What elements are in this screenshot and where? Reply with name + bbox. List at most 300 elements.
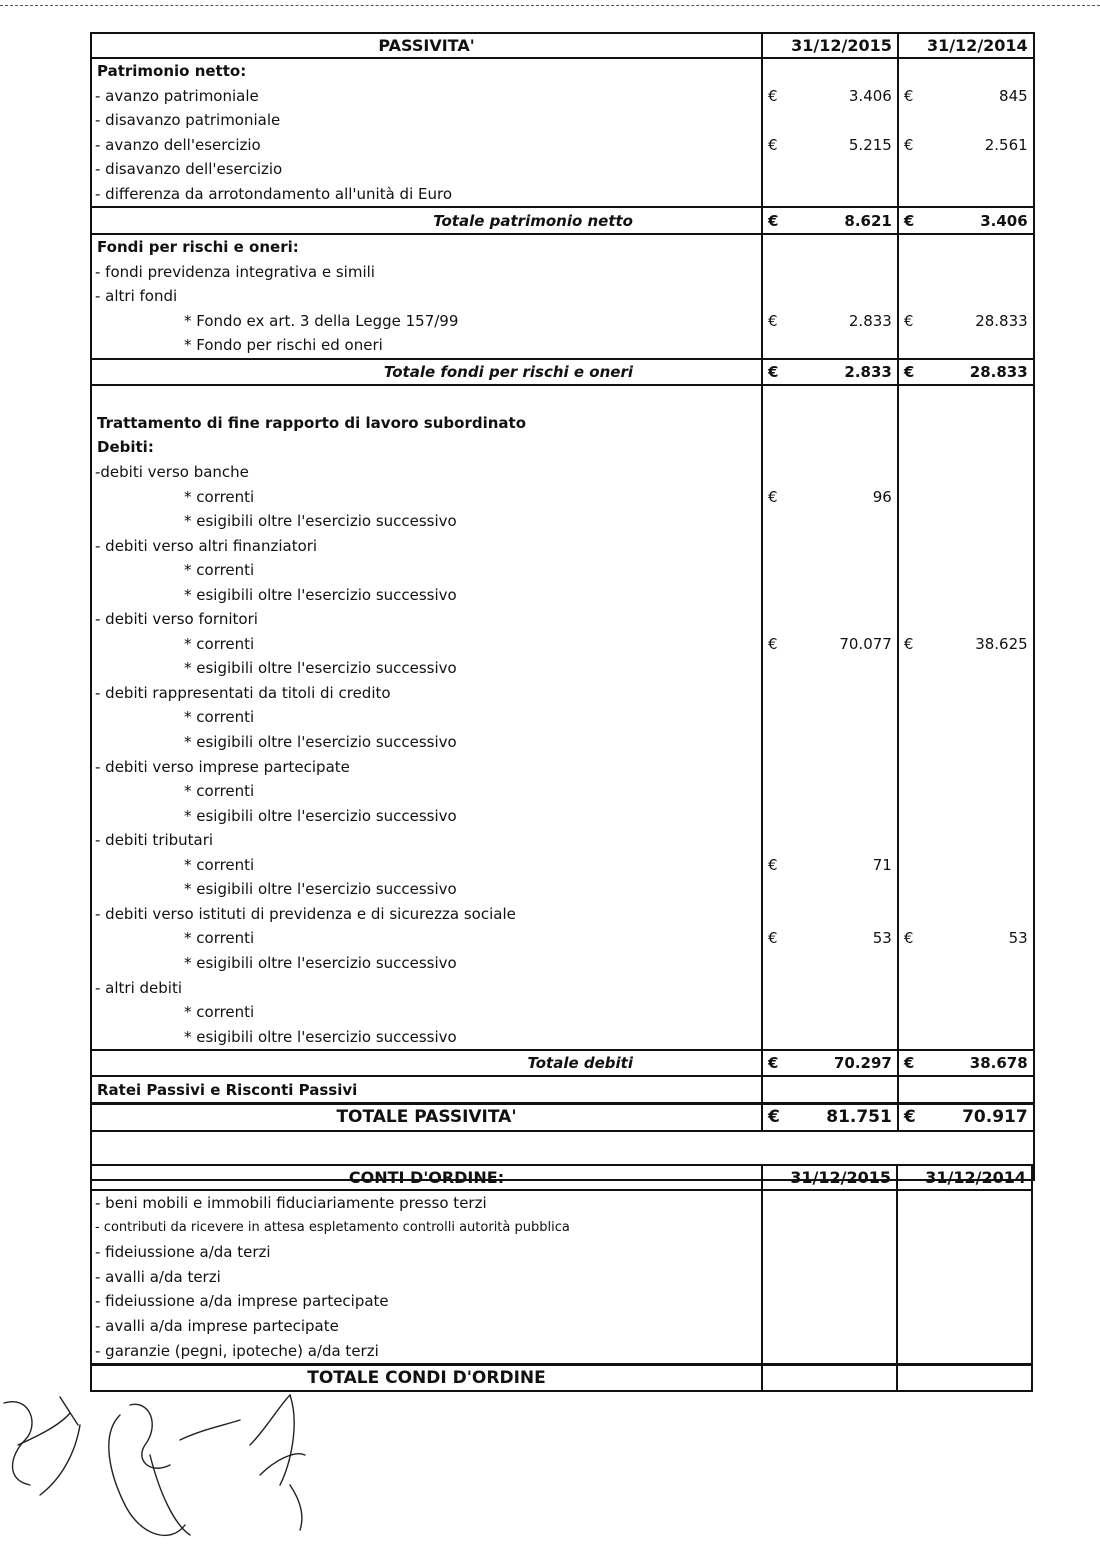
- euro-sign-2014: [898, 779, 921, 804]
- euro-sign-2014: [898, 853, 921, 878]
- row-label: -debiti verso banche: [91, 460, 762, 485]
- row-esigibili-oltre-l-esercizio-successivo: [91, 509, 1034, 534]
- euro-sign-2015: [762, 1314, 784, 1339]
- row-debiti-verso-fornitori: [91, 607, 1034, 632]
- value-2015: 96: [785, 484, 898, 509]
- row-label: - fideiussione a/da terzi: [91, 1240, 762, 1265]
- row-label: - avanzo patrimoniale: [91, 84, 762, 109]
- row-label: * esigibili oltre l'esercizio successivo: [91, 951, 762, 976]
- euro-sign-2014: [898, 656, 921, 681]
- value-2015: [785, 435, 898, 460]
- row-correnti: [91, 705, 1034, 730]
- euro-sign-2014: €: [898, 926, 921, 951]
- row-ratei-passivi-e-risconti-passivi: [91, 1076, 1034, 1103]
- value-2015: [784, 1338, 897, 1364]
- euro-sign-2015: €: [762, 484, 785, 509]
- row-label: Totale patrimonio netto: [91, 207, 762, 234]
- row-garanzie-pegni-ipoteche-a-da-terzi: [91, 1338, 1032, 1364]
- euro-sign-2014: [897, 1289, 919, 1314]
- euro-sign-2015: [762, 803, 785, 828]
- row-label: - fondi previdenza integrativa e simili: [91, 259, 762, 284]
- euro-sign-2015: [762, 182, 785, 208]
- row-label: TOTALE PASSIVITA': [91, 1103, 762, 1130]
- row-fondi-previdenza-integrativa-e-simili: [91, 259, 1034, 284]
- euro-sign-2014: €: [898, 359, 921, 386]
- value-2014: 2.561: [921, 133, 1034, 158]
- euro-sign-2014: [897, 1265, 919, 1290]
- euro-sign-2014: [898, 877, 921, 902]
- euro-sign-2014: [898, 705, 921, 730]
- euro-sign-2015: [762, 1338, 784, 1364]
- value-2015: 71: [785, 853, 898, 878]
- euro-sign-2015: €: [762, 1050, 785, 1077]
- row-correnti: [91, 484, 1034, 509]
- euro-sign-2015: [762, 779, 785, 804]
- value-2014: [921, 705, 1034, 730]
- value-2014: [921, 877, 1034, 902]
- value-2014: [921, 108, 1034, 133]
- value-2014: [921, 333, 1034, 359]
- row-label: * esigibili oltre l'esercizio successivo: [91, 1024, 762, 1050]
- euro-sign-2014: [898, 828, 921, 853]
- value-2015: [784, 1216, 897, 1241]
- value-2014: [921, 460, 1034, 485]
- euro-sign-2014: €: [898, 1050, 921, 1077]
- euro-sign-2014: [898, 1024, 921, 1050]
- euro-sign-2015: [762, 533, 785, 558]
- value-2015: [784, 1314, 897, 1339]
- euro-sign-2014: €: [898, 84, 921, 109]
- row-altri-fondi: [91, 284, 1034, 309]
- euro-sign-2014: [898, 435, 921, 460]
- scan-top-border: [0, 5, 1100, 6]
- euro-sign-2015: [762, 1216, 784, 1241]
- euro-sign-2015: [762, 705, 785, 730]
- value-2014: [921, 582, 1034, 607]
- euro-sign-2015: €: [762, 853, 785, 878]
- header-title: PASSIVITA': [91, 33, 762, 58]
- euro-sign-2014: [898, 1076, 921, 1103]
- value-2014: [921, 182, 1034, 208]
- euro-sign-2014: [898, 754, 921, 779]
- value-2015: [785, 333, 898, 359]
- row-disavanzo-patrimoniale: [91, 108, 1034, 133]
- value-2015: [785, 58, 898, 84]
- value-2014: [921, 828, 1034, 853]
- euro-sign-2014: €: [898, 308, 921, 333]
- value-2015: [785, 533, 898, 558]
- row-totale-fondi-per-rischi-e-oneri: [91, 359, 1034, 386]
- euro-sign-2015: [762, 1000, 785, 1025]
- row-debiti-rappresentati-da-titoli-di-credit: [91, 681, 1034, 706]
- value-2014: [921, 385, 1034, 411]
- row-label: * Fondo per rischi ed oneri: [91, 333, 762, 359]
- euro-sign-2015: [762, 902, 785, 927]
- euro-sign-2015: [762, 681, 785, 706]
- header-date-2014: 31/12/2014: [898, 33, 1034, 58]
- row-label: * correnti: [91, 632, 762, 657]
- euro-sign-2015: [762, 1240, 784, 1265]
- value-2015: [784, 1240, 897, 1265]
- euro-sign-2014: [898, 607, 921, 632]
- euro-sign-2015: €: [762, 133, 785, 158]
- row-label: - debiti tributari: [91, 828, 762, 853]
- euro-sign-2015: [762, 284, 785, 309]
- row-label: - differenza da arrotondamento all'unità di Euro: [91, 182, 762, 208]
- row-label: TOTALE CONDI D'ORDINE: [91, 1364, 762, 1391]
- row-label: - debiti verso imprese partecipate: [91, 754, 762, 779]
- euro-sign-2014: [898, 234, 921, 260]
- value-2014: [921, 435, 1034, 460]
- euro-sign-2014: [898, 157, 921, 182]
- row-label: - garanzie (pegni, ipoteche) a/da terzi: [91, 1338, 762, 1364]
- euro-sign-2014: [898, 730, 921, 755]
- euro-sign-2015: €: [762, 207, 785, 234]
- euro-sign-2015: [762, 509, 785, 534]
- row-disavanzo-dell-esercizio: [91, 157, 1034, 182]
- euro-sign-2014: [898, 259, 921, 284]
- euro-sign-2015: [762, 754, 785, 779]
- euro-sign-2015: [762, 1076, 785, 1103]
- row-debiti-verso-banche: [91, 460, 1034, 485]
- value-2015: [785, 385, 898, 411]
- euro-sign-2015: €: [762, 84, 785, 109]
- euro-sign-2015: [762, 385, 785, 411]
- row-esigibili-oltre-l-esercizio-successivo: [91, 951, 1034, 976]
- value-2015: [785, 411, 898, 436]
- value-2015: [785, 730, 898, 755]
- value-2014: [919, 1364, 1032, 1391]
- euro-sign-2015: [762, 828, 785, 853]
- euro-sign-2014: [898, 582, 921, 607]
- value-2015: [785, 607, 898, 632]
- row-avanzo-patrimoniale: [91, 84, 1034, 109]
- value-2014: 28.833: [921, 359, 1034, 386]
- value-2014: [921, 853, 1034, 878]
- euro-sign-2014: [898, 333, 921, 359]
- euro-sign-2014: [898, 460, 921, 485]
- value-2015: [785, 182, 898, 208]
- row-correnti: [91, 632, 1034, 657]
- value-2014: [919, 1289, 1032, 1314]
- value-2015: [785, 754, 898, 779]
- value-2014: [921, 533, 1034, 558]
- row-label: - contributi da ricevere in attesa espletamento controlli autorità pubblica: [91, 1216, 762, 1241]
- value-2014: 28.833: [921, 308, 1034, 333]
- value-2015: [784, 1364, 897, 1391]
- value-2015: 70.297: [785, 1050, 898, 1077]
- row-label: * esigibili oltre l'esercizio successivo: [91, 509, 762, 534]
- value-2015: 70.077: [785, 632, 898, 657]
- value-2015: 53: [785, 926, 898, 951]
- row-label: - debiti verso istituti di previdenza e di sicurezza sociale: [91, 902, 762, 927]
- row-totale-debiti: [91, 1050, 1034, 1077]
- row-esigibili-oltre-l-esercizio-successivo: [91, 1024, 1034, 1050]
- value-2014: [921, 1076, 1034, 1103]
- euro-sign-2014: [898, 284, 921, 309]
- value-2014: [921, 803, 1034, 828]
- value-2014: [919, 1216, 1032, 1241]
- euro-sign-2015: €: [762, 632, 785, 657]
- value-2015: [785, 234, 898, 260]
- row-fondo-per-rischi-ed-oneri: [91, 333, 1034, 359]
- euro-sign-2015: [762, 1024, 785, 1050]
- value-2015: [785, 828, 898, 853]
- row-label: - avanzo dell'esercizio: [91, 133, 762, 158]
- value-2014: [921, 730, 1034, 755]
- row-esigibili-oltre-l-esercizio-successivo: [91, 656, 1034, 681]
- row-correnti: [91, 558, 1034, 583]
- value-2015: [784, 1265, 897, 1290]
- row-debiti: [91, 435, 1034, 460]
- passivita-table: [90, 32, 1035, 1181]
- row-label: Totale fondi per rischi e oneri: [91, 359, 762, 386]
- euro-sign-2015: €: [762, 359, 785, 386]
- value-2014: [919, 1265, 1032, 1290]
- euro-sign-2015: [762, 259, 785, 284]
- euro-sign-2015: [762, 877, 785, 902]
- row-label: * esigibili oltre l'esercizio successivo: [91, 877, 762, 902]
- row-label: * esigibili oltre l'esercizio successivo: [91, 656, 762, 681]
- row-label: - debiti verso fornitori: [91, 607, 762, 632]
- row-label: - altri fondi: [91, 284, 762, 309]
- value-2015: 5.215: [785, 133, 898, 158]
- value-2015: [785, 259, 898, 284]
- value-2014: 38.678: [921, 1050, 1034, 1077]
- euro-sign-2015: €: [762, 1103, 785, 1130]
- euro-sign-2015: [762, 108, 785, 133]
- value-2015: [785, 1024, 898, 1050]
- euro-sign-2015: [762, 460, 785, 485]
- row-label: - disavanzo dell'esercizio: [91, 157, 762, 182]
- row-label: Totale debiti: [91, 1050, 762, 1077]
- value-2014: [921, 157, 1034, 182]
- value-2014: 3.406: [921, 207, 1034, 234]
- euro-sign-2015: [762, 558, 785, 583]
- row-label: * correnti: [91, 853, 762, 878]
- value-2015: [785, 877, 898, 902]
- row-label: * correnti: [91, 484, 762, 509]
- row-label: * Fondo ex art. 3 della Legge 157/99: [91, 308, 762, 333]
- euro-sign-2014: [898, 558, 921, 583]
- value-2014: [921, 951, 1034, 976]
- euro-sign-2014: [897, 1216, 919, 1241]
- row-contributi-da-ricevere-in-attesa-espleta: [91, 1216, 1032, 1241]
- euro-sign-2014: [898, 1000, 921, 1025]
- row-correnti: [91, 779, 1034, 804]
- euro-sign-2014: [897, 1364, 919, 1391]
- value-2014: [921, 754, 1034, 779]
- euro-sign-2014: [898, 385, 921, 411]
- row-altri-debiti: [91, 975, 1034, 1000]
- value-2014: 70.917: [921, 1103, 1034, 1130]
- euro-sign-2014: [897, 1314, 919, 1339]
- row-label: Ratei Passivi e Risconti Passivi: [91, 1076, 762, 1103]
- row-avalli-a-da-imprese-partecipate: [91, 1314, 1032, 1339]
- euro-sign-2014: [898, 182, 921, 208]
- euro-sign-2014: €: [898, 207, 921, 234]
- handwritten-signatures: [0, 1385, 330, 1555]
- value-2015: [785, 460, 898, 485]
- row-esigibili-oltre-l-esercizio-successivo: [91, 582, 1034, 607]
- row-label: * correnti: [91, 1000, 762, 1025]
- euro-sign-2014: [898, 484, 921, 509]
- euro-sign-2015: €: [762, 308, 785, 333]
- value-2014: 845: [921, 84, 1034, 109]
- header-date-2014: 31/12/2014: [897, 1165, 1032, 1190]
- value-2014: [921, 484, 1034, 509]
- euro-sign-2015: [762, 582, 785, 607]
- value-2015: 2.833: [785, 359, 898, 386]
- euro-sign-2014: [898, 975, 921, 1000]
- value-2015: 3.406: [785, 84, 898, 109]
- value-2014: [921, 779, 1034, 804]
- row-label: - altri debiti: [91, 975, 762, 1000]
- value-2015: [785, 779, 898, 804]
- row-correnti: [91, 853, 1034, 878]
- row-label: * correnti: [91, 705, 762, 730]
- row-avanzo-dell-esercizio: [91, 133, 1034, 158]
- value-2014: [921, 1024, 1034, 1050]
- euro-sign-2014: [898, 533, 921, 558]
- row-label: - avalli a/da terzi: [91, 1265, 762, 1290]
- euro-sign-2014: [898, 58, 921, 84]
- row-label: - avalli a/da imprese partecipate: [91, 1314, 762, 1339]
- row-debiti-verso-altri-finanziatori: [91, 533, 1034, 558]
- row-debiti-verso-imprese-partecipate: [91, 754, 1034, 779]
- value-2015: [784, 1289, 897, 1314]
- value-2015: [785, 803, 898, 828]
- row-debiti-verso-istituti-di-previdenza-e-di: [91, 902, 1034, 927]
- value-2014: [921, 509, 1034, 534]
- row-esigibili-oltre-l-esercizio-successivo: [91, 877, 1034, 902]
- value-2014: [921, 681, 1034, 706]
- row-label: - debiti verso altri finanziatori: [91, 533, 762, 558]
- value-2015: [785, 951, 898, 976]
- euro-sign-2014: €: [898, 133, 921, 158]
- value-2014: [921, 1000, 1034, 1025]
- value-2014: [921, 607, 1034, 632]
- euro-sign-2014: [898, 681, 921, 706]
- row-label: * correnti: [91, 779, 762, 804]
- euro-sign-2015: [762, 411, 785, 436]
- row-debiti-tributari: [91, 828, 1034, 853]
- table-header: [91, 1165, 1032, 1190]
- row-label: - disavanzo patrimoniale: [91, 108, 762, 133]
- value-2014: [921, 259, 1034, 284]
- value-2014: [919, 1190, 1032, 1216]
- euro-sign-2015: [762, 656, 785, 681]
- row-fideiussione-a-da-terzi: [91, 1240, 1032, 1265]
- row-correnti: [91, 1000, 1034, 1025]
- euro-sign-2015: [762, 157, 785, 182]
- value-2015: [785, 1000, 898, 1025]
- value-2014: [921, 58, 1034, 84]
- row-label: * correnti: [91, 926, 762, 951]
- value-2015: [785, 284, 898, 309]
- table-header: [91, 33, 1034, 58]
- row-esigibili-oltre-l-esercizio-successivo: [91, 730, 1034, 755]
- value-2015: 8.621: [785, 207, 898, 234]
- value-2014: [921, 558, 1034, 583]
- euro-sign-2014: [898, 803, 921, 828]
- row-patrimonio-netto: [91, 58, 1034, 84]
- euro-sign-2015: [762, 607, 785, 632]
- value-2015: [785, 108, 898, 133]
- row-fondo-ex-art-3-della-legge-157-99: [91, 308, 1034, 333]
- row-label: Fondi per rischi e oneri:: [91, 234, 762, 260]
- value-2014: [921, 656, 1034, 681]
- row-esigibili-oltre-l-esercizio-successivo: [91, 803, 1034, 828]
- row-label: - debiti rappresentati da titoli di credito: [91, 681, 762, 706]
- value-2014: [921, 975, 1034, 1000]
- value-2014: [919, 1240, 1032, 1265]
- row-differenza-da-arrotondamento-all-unit-di: [91, 182, 1034, 208]
- row-label: - fideiussione a/da imprese partecipate: [91, 1289, 762, 1314]
- row-label: * esigibili oltre l'esercizio successivo: [91, 803, 762, 828]
- euro-sign-2015: [762, 1289, 784, 1314]
- euro-sign-2015: [762, 975, 785, 1000]
- row-label: * esigibili oltre l'esercizio successivo: [91, 582, 762, 607]
- euro-sign-2014: [898, 951, 921, 976]
- euro-sign-2015: [762, 1190, 784, 1216]
- euro-sign-2015: [762, 730, 785, 755]
- value-2014: [921, 902, 1034, 927]
- row-label: Trattamento di fine rapporto di lavoro subordinato: [91, 411, 762, 436]
- value-2014: 38.625: [921, 632, 1034, 657]
- value-2014: [921, 411, 1034, 436]
- row-label: - beni mobili e immobili fiduciariamente presso terzi: [91, 1190, 762, 1216]
- euro-sign-2014: [897, 1190, 919, 1216]
- euro-sign-2014: €: [898, 1103, 921, 1130]
- header-date-2015: 31/12/2015: [762, 1165, 897, 1190]
- row-totale-passivita: [91, 1103, 1034, 1130]
- row-fideiussione-a-da-imprese-partecipate: [91, 1289, 1032, 1314]
- euro-sign-2014: [898, 108, 921, 133]
- value-2015: [785, 975, 898, 1000]
- value-2014: [919, 1314, 1032, 1339]
- row-fondi-per-rischi-e-oneri: [91, 234, 1034, 260]
- euro-sign-2015: [762, 58, 785, 84]
- value-2015: [785, 681, 898, 706]
- row-label: Debiti:: [91, 435, 762, 460]
- euro-sign-2015: [762, 1364, 784, 1391]
- euro-sign-2015: [762, 951, 785, 976]
- value-2015: [785, 157, 898, 182]
- row-label: * esigibili oltre l'esercizio successivo: [91, 730, 762, 755]
- euro-sign-2015: [762, 1265, 784, 1290]
- euro-sign-2014: [897, 1240, 919, 1265]
- euro-sign-2014: [898, 902, 921, 927]
- row-label: * correnti: [91, 558, 762, 583]
- euro-sign-2014: €: [898, 632, 921, 657]
- value-2015: [785, 656, 898, 681]
- euro-sign-2014: [898, 509, 921, 534]
- euro-sign-2015: [762, 333, 785, 359]
- conti-ordine-table: [90, 1164, 1033, 1392]
- value-2015: 2.833: [785, 308, 898, 333]
- euro-sign-2015: [762, 234, 785, 260]
- row-label: [91, 385, 762, 411]
- value-2015: 81.751: [785, 1103, 898, 1130]
- row-label: Patrimonio netto:: [91, 58, 762, 84]
- euro-sign-2015: €: [762, 926, 785, 951]
- euro-sign-2014: [898, 411, 921, 436]
- value-2015: [785, 705, 898, 730]
- row-totale-patrimonio-netto: [91, 207, 1034, 234]
- value-2014: 53: [921, 926, 1034, 951]
- value-2014: [919, 1338, 1032, 1364]
